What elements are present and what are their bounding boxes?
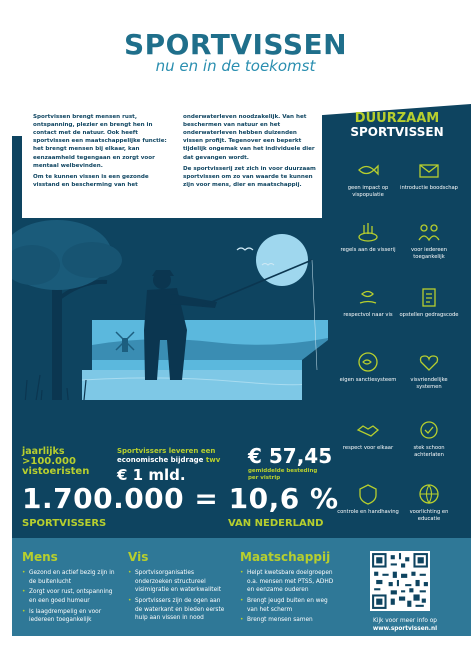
list-item: • Sportvisorganisaties onderzoeken structureel visimigratie en waterkwaliteit [128, 569, 226, 595]
list-item: • Sportvissers zijn de ogen aan de waterkant en bieden eerste hulp aan vissen in nood [128, 597, 226, 623]
duurzaam-item-label: respect voor elkaar [342, 445, 394, 451]
duurzaam-item-label: eigen sanctiesysteem [339, 377, 397, 383]
duurzaam-item [337, 220, 399, 254]
stat-eco-line2: economische bijdrage [117, 455, 204, 464]
duurzaam-item [337, 482, 399, 516]
education-icon [417, 482, 441, 506]
clean-icon [417, 418, 441, 442]
duurzaam-item [398, 418, 460, 459]
maatschappij-title: Maatschappij [240, 550, 331, 564]
big-stat-sportvissers: 1.700.000 [22, 482, 185, 515]
mens-list [22, 569, 118, 627]
angler-scene-illustration [12, 220, 328, 440]
intro-column-2 [183, 113, 318, 192]
intro-paragraph: Sportvissen brengt mensen rust, ontspanning, plezier en brengt hen in contact met de natuur. Ook heeft sportvissen een maatschappelijke functie: het brengt mensen bij elkaar, kan eenzaamheid tegengaan en zorgt voor mentaal welbevinden. [33, 114, 167, 169]
duurzaam-item [398, 285, 460, 319]
stat-value: >100.000 [22, 455, 76, 467]
stat-eco-twv: twv [205, 455, 221, 464]
mens-title: Mens [22, 550, 58, 564]
duurzaam-item [398, 482, 460, 523]
page-subtitle: nu en in de toekomst [155, 57, 316, 75]
fish-icon [356, 158, 380, 182]
vis-list [128, 569, 226, 625]
vis-title: Vis [128, 550, 149, 564]
intro-column-1 [33, 113, 173, 192]
handshake-icon [356, 418, 380, 442]
sun-icon [256, 234, 308, 286]
stat-vistoeristen [22, 447, 89, 478]
duurzaam-item [398, 350, 460, 391]
maatschappij-list [240, 569, 340, 627]
duurzaam-item-label: regels aan de visserij [340, 247, 396, 253]
list-item: • Helpt kwetsbare doelgroepen o.a. mensen met PTSS, ADHD en eenzame ouderen [240, 569, 340, 595]
stat-besteding-value: € 57,45 [248, 444, 333, 468]
group-icon [417, 220, 441, 244]
qr-caption [350, 618, 460, 634]
list-item: • Zorgt voor rust, ontspanning en een goed humeur [22, 588, 118, 605]
fish-circle-icon [356, 350, 380, 374]
duurzaam-item-label: voor iedereen toegankelijk [410, 247, 447, 260]
duurzaam-item-label: visvriendelijke systemen [410, 377, 448, 390]
page-title: SPORTVISSEN [123, 28, 348, 61]
list-item: • Brengt mensen samen [240, 616, 340, 625]
stat-besteding-label2: per vistrip [248, 474, 281, 481]
list-item: • Brengt jeugd buiten en weg van het scherm [240, 597, 340, 614]
duurzaam-item [398, 220, 460, 261]
duurzaam-item [337, 285, 399, 319]
duurzaam-item-label: controle en handhaving [337, 509, 399, 515]
duurzaam-item [337, 350, 399, 384]
duurzaam-item-label: opstellen gedragscode [399, 312, 459, 318]
list-item: • Gezond en actief bezig zijn in de buitenlucht [22, 569, 118, 586]
big-stat-row [22, 482, 339, 515]
qr-code[interactable] [370, 551, 430, 611]
intro-paragraph: onderwaterleven noodzakelijk. Van het beschermen van natuur en het onderwaterleven hebben duizenden vissen profijt. Tegenover een beperkt tijdelijk ongemak van het individuele dier dat gevangen wordt. [183, 114, 315, 161]
duurzaam-item-label: introductie boodschap [400, 185, 458, 191]
duurzaam-title [334, 112, 460, 139]
pond-icon [356, 220, 380, 244]
stat-label: vistoeristen [22, 466, 90, 478]
qr-caption-text: Kijk voor meer info op [373, 618, 437, 624]
list-item: • Is laagdrempelig en voor iedereen toegankelijk [22, 608, 118, 625]
hand-fish-icon [356, 285, 380, 309]
website-link[interactable]: www.sportvissen.nl [372, 625, 438, 632]
clipboard-icon [417, 285, 441, 309]
duurzaam-item [398, 158, 460, 192]
heart-fish-icon [417, 350, 441, 374]
badge-icon [356, 482, 380, 506]
stat-eco-line1: Sportvissers leveren een [117, 447, 216, 455]
duurzaam-item-label: stek schoon achterlaten [413, 445, 445, 458]
stat-besteding [248, 444, 332, 482]
big-stat-percentage: 10,6 % [228, 482, 339, 515]
duurzaam-item [337, 158, 399, 199]
big-stat-equals: = [194, 482, 219, 515]
stat-eco-value: € 1 mld. [117, 465, 186, 484]
duurzaam-item-label: geen impact op vispopulatie [347, 185, 389, 198]
stat-prefix: jaarlijks [22, 446, 65, 457]
intro-paragraph: Om te kunnen vissen is een gezonde visstand en bescherming van het [33, 173, 149, 188]
duurzaam-item-label: respectvol naar vis [343, 312, 393, 318]
big-stat-right-label: VAN NEDERLAND [228, 518, 324, 529]
stat-economische-bijdrage [117, 447, 247, 484]
big-stat-left-label: SPORTVISSERS [22, 518, 107, 529]
duurzaam-title-line2: SPORTVISSEN [350, 124, 444, 139]
intro-paragraph: De sportvisserij zet zich in voor duurzaam sportvissen om zo van waarde te kunnen zijn voor mens, dier en maatschappij. [183, 165, 316, 188]
stat-besteding-label1: gemiddelde besteding [248, 468, 318, 474]
mail-icon [417, 158, 441, 182]
duurzaam-item [337, 418, 399, 452]
duurzaam-item-label: voorlichting en educatie [409, 509, 449, 522]
duurzaam-title-line1: DUURZAAM [354, 111, 440, 126]
